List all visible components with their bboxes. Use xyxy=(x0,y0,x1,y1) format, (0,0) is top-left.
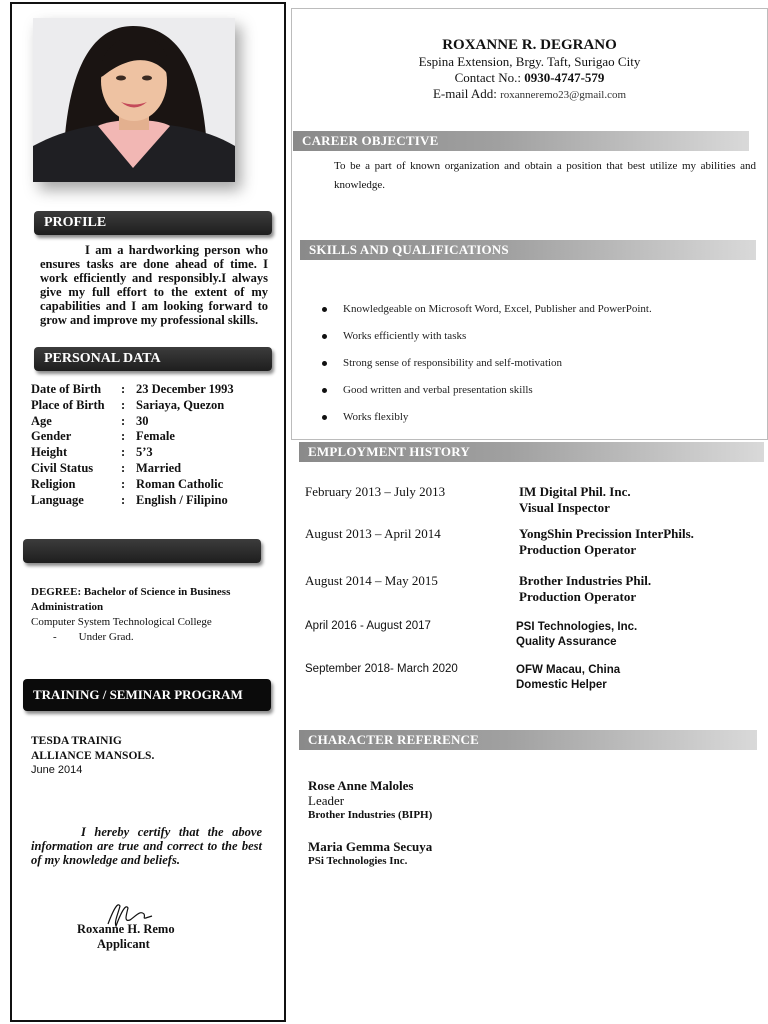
personal-data-colon: : xyxy=(121,397,126,412)
skill-item xyxy=(322,357,562,369)
personal-data-label: Age xyxy=(31,413,52,428)
personal-data-colon: : xyxy=(121,492,126,507)
personal-data-row xyxy=(31,429,234,445)
personal-data-colon: : xyxy=(121,429,126,444)
education-block: DEGREE: Bachelor of Science in Business Administration Computer System Technological College - Under Grad. xyxy=(31,585,271,645)
personal-data-label: Gender xyxy=(31,429,72,444)
personal-data-row xyxy=(31,477,234,493)
bullet-icon xyxy=(322,415,327,420)
personal-data-heading xyxy=(34,347,272,371)
employment-dates: February 2013 – July 2013 xyxy=(305,484,446,499)
character-reference-heading xyxy=(299,730,757,750)
personal-data-label: Place of Birth xyxy=(31,397,105,412)
personal-data-value: Married xyxy=(136,460,182,475)
employer-name: PSI Technologies, Inc. xyxy=(516,621,638,633)
signature-block xyxy=(77,922,175,952)
job-position: Production Operator xyxy=(519,589,637,604)
profile-text: I am a hardworking person who ensures tasks are done ahead of time. I work efficiently and responsibly.I always give my full effort to the extent of my capabilities and I am looking forward to grow and improve my professional skills. xyxy=(40,243,268,327)
employment-dates: September 2018- March 2020 xyxy=(305,663,458,675)
personal-data-value: 5’3 xyxy=(136,445,153,460)
employer-name: OFW Macau, China xyxy=(516,664,621,676)
reference-2 xyxy=(308,839,432,869)
bullet-icon xyxy=(322,361,327,366)
personal-data-row xyxy=(31,382,234,398)
skill-text: Strong sense of responsibility and self-motivation xyxy=(343,357,563,369)
reference-1 xyxy=(308,778,432,823)
skill-text: Works efficiently with tasks xyxy=(343,330,467,342)
applicant-name: ROXANNE R. DEGRANO xyxy=(442,37,617,53)
employment-entry xyxy=(519,484,631,516)
training-heading-text: TRAINING / SEMINAR PROGRAM xyxy=(33,687,243,702)
skill-item xyxy=(322,330,466,342)
skill-item xyxy=(322,411,408,423)
skill-item xyxy=(322,384,533,396)
skill-text: Knowledgeable on Microsoft Word, Excel, Publisher and PowerPoint. xyxy=(343,303,652,315)
signatory-role: Applicant xyxy=(97,937,150,951)
degree-name: Bachelor of Science in Business Administration xyxy=(31,586,231,613)
personal-data-colon: : xyxy=(121,445,126,460)
employer-name: YongShin Precission InterPhils. xyxy=(519,526,694,541)
training-org: ALLIANCE MANSOLS. xyxy=(31,749,155,762)
training-block xyxy=(31,734,154,778)
certification-text: I hereby certify that the above information are true and correct to the best of my knowledge and beliefs. xyxy=(31,825,262,867)
employment-entry xyxy=(516,663,620,693)
employment-entry xyxy=(519,573,651,605)
employment-dates: April 2016 - August 2017 xyxy=(305,620,431,632)
personal-data-heading-text: PERSONAL DATA xyxy=(44,351,161,366)
training-date: June 2014 xyxy=(31,764,83,776)
personal-data-value: English / Filipino xyxy=(136,492,228,507)
personal-data-value: 23 December 1993 xyxy=(136,382,234,396)
education-status: Under Grad. xyxy=(78,631,134,643)
contact-number: 0930-4747-579 xyxy=(524,70,605,85)
bullet-icon xyxy=(322,334,327,339)
employer-name: IM Digital Phil. Inc. xyxy=(519,484,631,499)
profile-heading-text: PROFILE xyxy=(44,215,107,230)
employment-dates: August 2014 – May 2015 xyxy=(305,573,438,588)
reference-company: PSi Technologies Inc. xyxy=(308,855,408,867)
job-position: Domestic Helper xyxy=(516,679,607,691)
education-heading-bar xyxy=(23,539,261,563)
job-position: Quality Assurance xyxy=(516,636,617,648)
bullet-icon xyxy=(322,388,327,393)
reference-role: Leader xyxy=(308,793,345,808)
personal-data-row xyxy=(31,493,234,509)
personal-data-label: Religion xyxy=(31,476,76,491)
signatory-name: Roxanne H. Remo xyxy=(77,922,175,936)
personal-data-value: 30 xyxy=(136,413,149,428)
address: Espina Extension, Brgy. Taft, Surigao City xyxy=(418,54,641,69)
contact-label: Contact No.: xyxy=(454,70,521,85)
personal-data-colon: : xyxy=(121,460,126,475)
reference-company: Brother Industries (BIPH) xyxy=(308,809,433,821)
personal-data-colon: : xyxy=(121,476,126,491)
personal-data-colon: : xyxy=(121,382,126,396)
skills-heading-text: SKILLS AND QUALIFICATIONS xyxy=(309,242,509,257)
reference-name: Maria Gemma Secuya xyxy=(308,839,433,854)
career-objective-heading xyxy=(293,131,749,151)
training-title: TESDA TRAINIG xyxy=(31,735,122,747)
job-position: Visual Inspector xyxy=(519,500,610,515)
personal-data-label: Date of Birth xyxy=(31,382,102,396)
career-objective-text: To be a part of known organization and obtain a position that best utilize my abilities and knowledge. xyxy=(334,160,756,191)
profile-photo xyxy=(33,18,235,182)
personal-data-label: Height xyxy=(31,445,68,460)
personal-data-value: Sariaya, Quezon xyxy=(136,397,225,412)
school-name: Computer System Technological College xyxy=(31,616,212,628)
personal-data-value: Roman Catholic xyxy=(136,476,224,491)
personal-data-row xyxy=(31,445,234,461)
email-address[interactable]: roxanneremo23@gmail.com xyxy=(500,89,627,101)
employer-name: Brother Industries Phil. xyxy=(519,573,652,588)
personal-data-row xyxy=(31,461,234,477)
personal-data-value: Female xyxy=(136,429,175,444)
personal-data-label: Civil Status xyxy=(31,460,94,475)
personal-data-row xyxy=(31,398,234,414)
employment-heading-text: EMPLOYMENT HISTORY xyxy=(308,444,470,459)
employment-entry xyxy=(519,526,694,558)
personal-data-table xyxy=(31,382,234,508)
employment-dates: August 2013 – April 2014 xyxy=(305,526,441,541)
skill-item xyxy=(322,303,652,315)
email-label: E-mail Add: xyxy=(432,86,497,101)
training-heading xyxy=(23,679,271,711)
skills-heading xyxy=(300,240,756,260)
skill-text: Good written and verbal presentation skills xyxy=(343,384,533,396)
personal-data-row xyxy=(31,414,234,430)
personal-data-colon: : xyxy=(121,413,126,428)
skill-text: Works flexibly xyxy=(343,411,409,423)
job-position: Production Operator xyxy=(519,542,637,557)
reference-name: Rose Anne Maloles xyxy=(308,778,414,793)
career-objective-heading-text: CAREER OBJECTIVE xyxy=(302,133,439,148)
contact-header xyxy=(291,37,768,103)
bullet-icon xyxy=(322,307,327,312)
character-reference-heading-text: CHARACTER REFERENCE xyxy=(308,732,480,747)
profile-heading xyxy=(34,211,272,235)
personal-data-label: Language xyxy=(31,492,84,507)
degree-label: DEGREE: xyxy=(31,586,82,598)
employment-entry xyxy=(516,620,637,650)
employment-heading xyxy=(299,442,764,462)
